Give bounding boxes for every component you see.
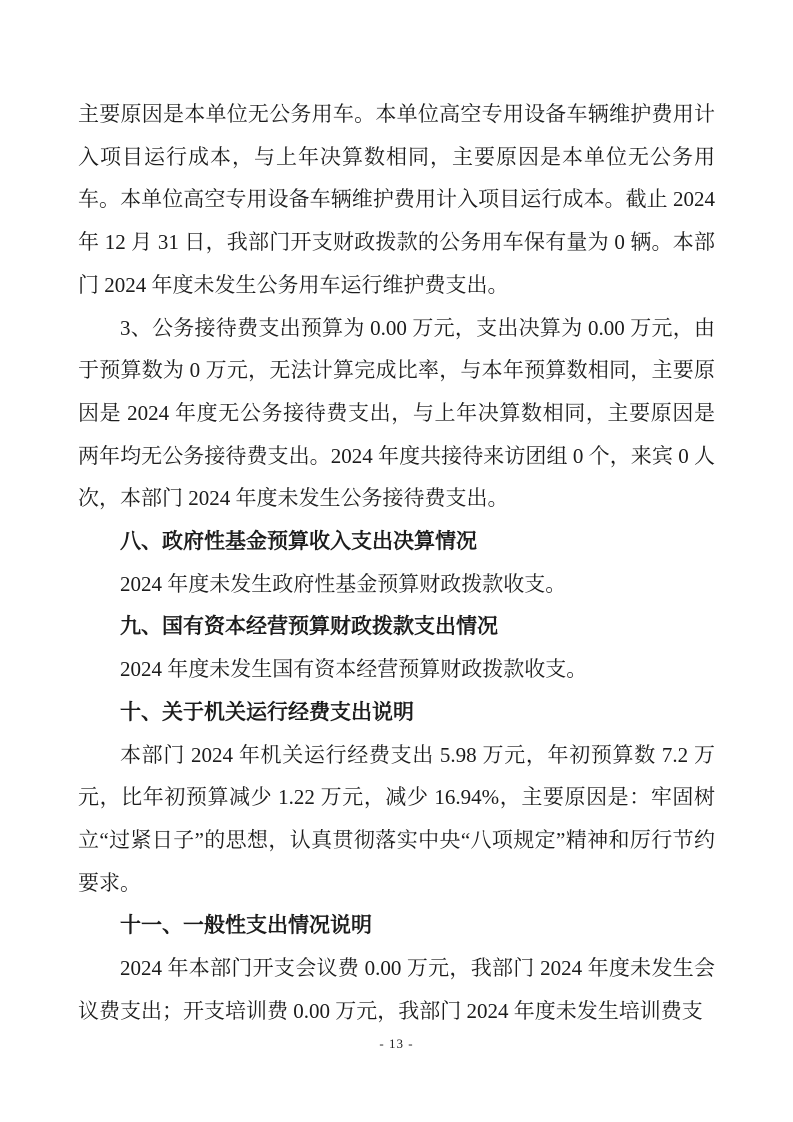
body-paragraph: 本部门 2024 年机关运行经费支出 5.98 万元，年初预算数 7.2 万元，比年初预算减少 1.22 万元，减少 16.94%，主要原因是：牢固树立“过紧日子”的思想，认真贯彻落实中央“八项规定”精神和厉行节约要求。 [78,742,715,895]
body-paragraph: 主要原因是本单位无公务用车。本单位高空专用设备车辆维护费用计入项目运行成本，与上年决算数相同，主要原因是本单位无公务用车。本单位高空专用设备车辆维护费用计入项目运行成本。截止 2024 年 12 月 31 日，我部门开支财政拨款的公务用车保有量为 0 辆。本部门 2024 年度未发生公务用车运行维护费支出。 [78,102,715,297]
document-body [78,93,715,1032]
body-paragraph: 2024 年度未发生国有资本经营预算财政拨款收支。 [120,657,588,682]
body-paragraph: 3、公务接待费支出预算为 0.00 万元，支出决算为 0.00 万元，由于预算数为 0 万元，无法计算完成比率，与本年预算数相同，主要原因是 2024 年度无公务接待费支出，与上年决算数相同，主要原因是两年均无公务接待费支出。2024 年度共接待来访团组 0 个，来宾 0 人次，本部门 2024 年度未发生公务接待费支出。 [78,315,715,511]
body-paragraph: 2024 年度未发生政府性基金预算财政拨款收支。 [120,571,567,596]
page-footer [0,1034,793,1054]
page-number: - 13 - [379,1036,414,1051]
body-paragraph: 2024 年本部门开支会议费 0.00 万元，我部门 2024 年度未发生会议费支出；开支培训费 0.00 万元，我部门 2024 年度未发生培训费支 [78,956,715,1023]
section-heading: 九、国有资本经营预算财政拨款支出情况 [120,614,498,639]
section-heading: 八、政府性基金预算收入支出决算情况 [120,529,477,554]
section-heading: 十一、一般性支出情况说明 [120,913,372,938]
section-heading: 十、关于机关运行经费支出说明 [120,699,414,724]
